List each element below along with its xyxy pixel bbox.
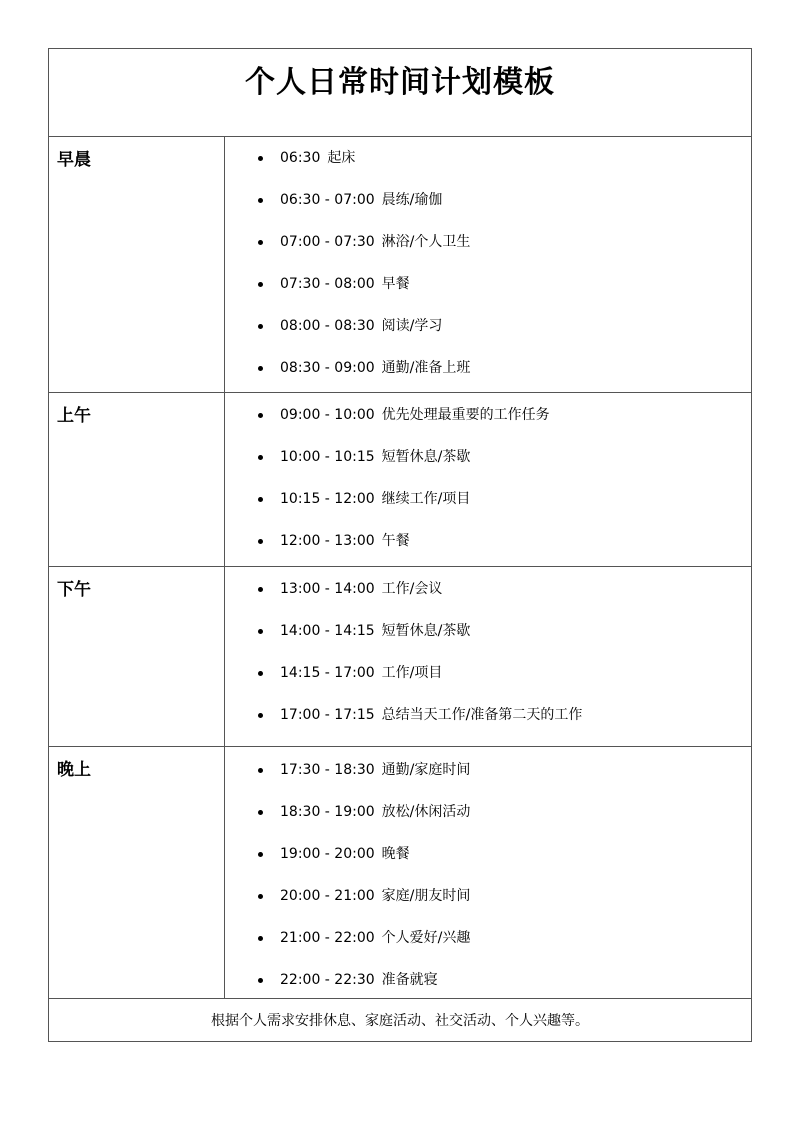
list-item [225, 356, 751, 398]
section-morning [49, 137, 751, 393]
title-row [49, 49, 751, 137]
list-item [225, 926, 751, 968]
list-item [225, 703, 751, 745]
bullet-icon [258, 282, 263, 287]
bullet-icon [258, 366, 263, 371]
list-item [225, 403, 751, 445]
item-time: 19:00 - 20:00 [280, 846, 375, 862]
bullet-icon [258, 629, 263, 634]
item-activity: 总结当天工作/准备第二天的工作 [381, 707, 583, 723]
item-activity: 淋浴/个人卫生 [381, 234, 471, 250]
item-time: 07:30 - 08:00 [280, 276, 375, 292]
item-time: 17:00 - 17:15 [280, 707, 375, 723]
item-time: 09:00 - 10:00 [280, 407, 375, 423]
item-time: 08:30 - 09:00 [280, 360, 375, 376]
item-activity: 继续工作/项目 [381, 491, 471, 507]
section-items [225, 567, 751, 746]
bullet-icon [258, 413, 263, 418]
item-time: 07:00 - 07:30 [280, 234, 375, 250]
bullet-icon [258, 978, 263, 983]
item-time: 17:30 - 18:30 [280, 762, 375, 778]
section-evening [49, 747, 751, 999]
item-activity: 放松/休闲活动 [381, 804, 471, 820]
item-activity: 起床 [327, 150, 356, 166]
list-item [225, 577, 751, 619]
item-activity: 晨练/瑜伽 [381, 192, 443, 208]
schedule-table [48, 48, 752, 1042]
item-activity: 阅读/学习 [381, 318, 443, 334]
list-item [225, 619, 751, 661]
page-title: 个人日常时间计划模板 [245, 65, 555, 100]
item-time: 21:00 - 22:00 [280, 930, 375, 946]
section-label: 上午 [49, 393, 225, 566]
footer-note: 根据个人需求安排休息、家庭活动、社交活动、个人兴趣等。 [211, 1013, 589, 1029]
item-activity: 工作/项目 [381, 665, 443, 681]
section-items [225, 747, 751, 998]
item-activity: 准备就寝 [381, 972, 438, 988]
item-activity: 早餐 [381, 276, 410, 292]
bullet-icon [258, 324, 263, 329]
item-activity: 个人爱好/兴趣 [381, 930, 471, 946]
item-activity: 通勤/家庭时间 [381, 762, 471, 778]
section-label: 下午 [49, 567, 225, 746]
bullet-icon [258, 156, 263, 161]
item-activity: 午餐 [381, 533, 410, 549]
bullet-icon [258, 810, 263, 815]
bullet-icon [258, 671, 263, 676]
item-time: 06:30 [280, 150, 321, 166]
bullet-icon [258, 455, 263, 460]
section-label: 早晨 [49, 137, 225, 392]
item-activity: 晚餐 [381, 846, 410, 862]
item-time: 22:00 - 22:30 [280, 972, 375, 988]
section-afternoon [49, 567, 751, 747]
item-time: 13:00 - 14:00 [280, 581, 375, 597]
list-item [225, 758, 751, 800]
list-item [225, 529, 751, 571]
bullet-icon [258, 713, 263, 718]
item-activity: 家庭/朋友时间 [381, 888, 471, 904]
bullet-icon [258, 198, 263, 203]
item-activity: 通勤/准备上班 [381, 360, 471, 376]
list-item [225, 314, 751, 356]
list-item [225, 487, 751, 529]
list-item [225, 884, 751, 926]
section-forenoon [49, 393, 751, 567]
list-item [225, 188, 751, 230]
item-activity: 工作/会议 [381, 581, 443, 597]
list-item [225, 146, 751, 188]
item-activity: 短暂休息/茶歇 [381, 623, 471, 639]
item-time: 10:15 - 12:00 [280, 491, 375, 507]
bullet-icon [258, 587, 263, 592]
item-time: 10:00 - 10:15 [280, 449, 375, 465]
item-time: 14:15 - 17:00 [280, 665, 375, 681]
list-item [225, 842, 751, 884]
list-item [225, 968, 751, 1010]
bullet-icon [258, 539, 263, 544]
list-item [225, 445, 751, 487]
list-item [225, 800, 751, 842]
bullet-icon [258, 852, 263, 857]
bullet-icon [258, 497, 263, 502]
section-items [225, 393, 751, 566]
item-time: 20:00 - 21:00 [280, 888, 375, 904]
item-time: 08:00 - 08:30 [280, 318, 375, 334]
item-time: 18:30 - 19:00 [280, 804, 375, 820]
bullet-icon [258, 894, 263, 899]
item-time: 12:00 - 13:00 [280, 533, 375, 549]
item-time: 06:30 - 07:00 [280, 192, 375, 208]
item-activity: 短暂休息/茶歇 [381, 449, 471, 465]
section-label: 晚上 [49, 747, 225, 998]
bullet-icon [258, 768, 263, 773]
bullet-icon [258, 240, 263, 245]
list-item [225, 272, 751, 314]
section-items [225, 137, 751, 392]
bullet-icon [258, 936, 263, 941]
list-item [225, 661, 751, 703]
item-time: 14:00 - 14:15 [280, 623, 375, 639]
list-item [225, 230, 751, 272]
item-activity: 优先处理最重要的工作任务 [381, 407, 550, 423]
